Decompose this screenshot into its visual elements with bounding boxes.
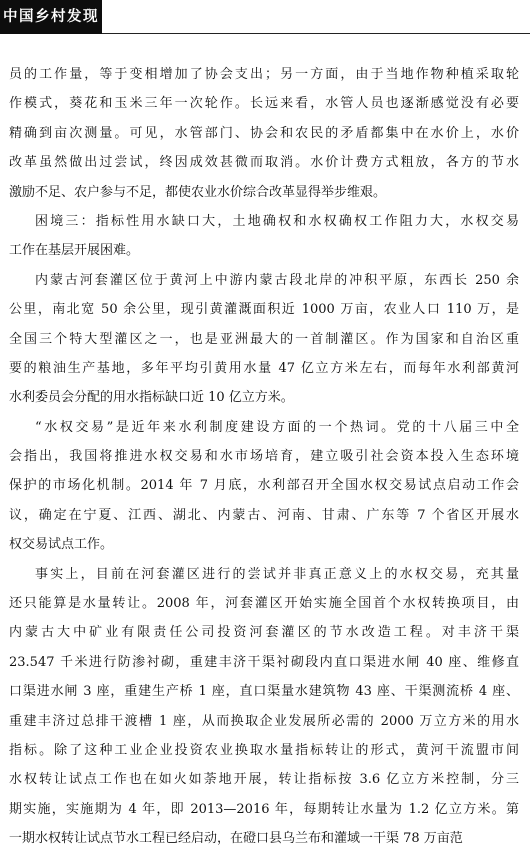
text-line: 作模式，葵花和玉米三年一次轮作。长远来看，水管人员也逐渐感觉没有必要 (9, 96, 519, 112)
text-line: 重建丰济过总排干渡槽 1 座，从而换取企业发展所必需的 2000 万立方米的用水 (9, 713, 519, 729)
text-line: 员的工作量，等于变相增加了协会支出；另一方面，由于当地作物种植采取轮 (9, 67, 519, 82)
text-line: 23.547 千米进行防渗衬砌，重建丰济干渠衬砌段内直口渠进水闸 40 座、维修直 (9, 654, 519, 670)
text-line: 保护的市场化机制。2014 年 7 月底，水利部召开全国水权交易试点启动工作会 (9, 478, 519, 494)
text-line: 水利委员会分配的用水指标缺口近 10 亿立方米。 (9, 390, 294, 406)
text-line: 会指出，我国将推进水权交易和水市场培育，建立吸引社会资本投入生态环境 (9, 449, 519, 465)
text-line: 议，确定在宁夏、江西、湖北、内蒙古、河南、甘肃、广东等 7 个省区开展水 (9, 507, 519, 523)
text-line: 精确到亩次测量。可见，水管部门、协会和农民的矛盾都集中在水价上，水价 (9, 125, 519, 141)
page-header (0, 0, 530, 34)
text-line: 公里，南北宽 50 余公里，现引黄灌溉面积近 1000 万亩，农业人口 110 万，是 (9, 302, 519, 318)
text-line: 指标。除了这种工业企业投资农业换取水量指标转让的形式，黄河干流盟市间 (9, 742, 519, 758)
text-line: 工作在基层开展困难。 (9, 243, 140, 259)
paragraph (9, 207, 519, 266)
paragraph (9, 560, 519, 854)
text-line: 内蒙古大中矿业有限责任公司投资河套灌区的节水改造工程。对丰济干渠 (9, 625, 519, 641)
text-line: 一期水权转让试点节水工程已经启动，在磴口县乌兰布和灌域一干渠 78 万亩范 (9, 831, 463, 847)
text-line: 内蒙古河套灌区位于黄河上中游内蒙古段北岸的冲积平原，东西长 250 余 (35, 272, 519, 288)
text-line: 还只能算是水量转让。2008 年，河套灌区开始实施全国首个水权转换项目，由 (9, 596, 519, 612)
paragraph (9, 413, 519, 560)
text-line: 困境三：指标性用水缺口大，土地确权和水权确权工作阻力大，水权交易 (35, 213, 519, 229)
text-line: 激励不足、农户参与不足，都使农业水价综合改革显得举步维艰。 (9, 184, 387, 200)
text-line: 要的粮油生产基地，多年平均引黄用水量 47 亿立方米左右，而每年水利部黄河 (9, 360, 519, 376)
section-tag: 中国乡村发现 (0, 0, 102, 34)
text-line: 改革虽然做出过尝试，终因成效甚微而取消。水价计费方式粗放，各方的节水 (9, 155, 519, 171)
article-body (9, 60, 519, 854)
text-line: 权交易试点工作。 (9, 537, 114, 553)
text-line: 期实施，实施期为 4 年，即 2013—2016 年，每期转让水量为 1.2 亿立方米。第 (9, 801, 519, 817)
paragraph (9, 60, 519, 207)
text-line: 水权转让试点工作也在如火如荼地开展，转让指标按 3.6 亿立方米控制，分三 (9, 772, 519, 788)
text-line: “水权交易”是近年来水利制度建设方面的一个热词。党的十八届三中全 (35, 419, 519, 435)
text-line: 口渠进水闸 3 座，重建生产桥 1 座，直口渠量水建筑物 43 座、干渠测流桥 4 座、 (9, 684, 519, 700)
paragraph (9, 266, 519, 413)
text-line: 事实上，目前在河套灌区进行的尝试并非真正意义上的水权交易，充其量 (35, 566, 519, 582)
text-line: 全国三个特大型灌区之一，也是亚洲最大的一首制灌区。作为国家和自治区重 (9, 331, 519, 347)
header-rule (102, 33, 530, 34)
